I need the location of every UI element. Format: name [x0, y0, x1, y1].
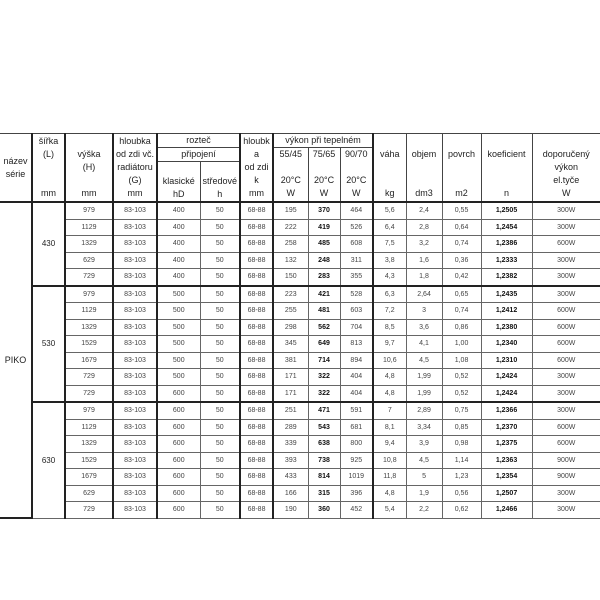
table-cell: 83-103 [113, 402, 157, 419]
table-cell: 1,2382 [481, 269, 532, 286]
table-cell: 528 [340, 286, 373, 303]
table-row [0, 469, 600, 486]
table-cell: 925 [340, 452, 373, 469]
table-row [0, 402, 600, 419]
table-cell: 500 [157, 319, 200, 336]
table-cell: 50 [200, 452, 240, 469]
table-cell: 600 [157, 436, 200, 453]
table-cell: 471 [308, 402, 340, 419]
table-cell: 4,1 [406, 336, 442, 353]
header-spacing-center: středové h [200, 162, 240, 203]
table-cell: 83-103 [113, 369, 157, 386]
table-cell: 0,55 [442, 202, 481, 219]
table-cell: 404 [340, 385, 373, 402]
table-cell: 289 [273, 419, 308, 436]
table-row [0, 385, 600, 402]
table-cell: 300W [532, 269, 600, 286]
table-cell: 1129 [65, 303, 113, 320]
table-cell: 50 [200, 319, 240, 336]
table-row [0, 236, 600, 253]
table-cell: 83-103 [113, 419, 157, 436]
table-cell: 400 [157, 236, 200, 253]
header-weight: váha kg [373, 134, 406, 203]
table-cell: 4,5 [406, 452, 442, 469]
table-cell: 485 [308, 236, 340, 253]
table-cell: 50 [200, 485, 240, 502]
table-cell: 355 [340, 269, 373, 286]
table-cell: 300W [532, 219, 600, 236]
table-cell: 300W [532, 202, 600, 219]
table-cell: 300W [532, 385, 600, 402]
table-cell: 83-103 [113, 452, 157, 469]
table-cell: 2,64 [406, 286, 442, 303]
series-name-cell: PIKO [0, 202, 32, 518]
table-cell: 1,2454 [481, 219, 532, 236]
table-cell: 600W [532, 336, 600, 353]
table-cell: 433 [273, 469, 308, 486]
table-cell: 2,4 [406, 202, 442, 219]
table-cell: 8,5 [373, 319, 406, 336]
table-cell: 813 [340, 336, 373, 353]
table-cell: 600W [532, 236, 600, 253]
table-cell: 603 [340, 303, 373, 320]
table-cell: 50 [200, 303, 240, 320]
table-cell: 1,00 [442, 336, 481, 353]
table-cell: 562 [308, 319, 340, 336]
table-cell: 50 [200, 336, 240, 353]
table-row [0, 369, 600, 386]
table-cell: 190 [273, 502, 308, 519]
table-cell: 1,6 [406, 252, 442, 269]
table-cell: 2,2 [406, 502, 442, 519]
table-cell: 1,2370 [481, 419, 532, 436]
table-cell: 360 [308, 502, 340, 519]
header-output-group: výkon při tepelném [273, 134, 373, 148]
table-cell: 629 [65, 252, 113, 269]
table-cell: 255 [273, 303, 308, 320]
header-width: šířka (L) mm [32, 134, 65, 203]
table-cell: 600W [532, 319, 600, 336]
table-cell: 68-88 [240, 419, 273, 436]
header-coefficient: koeficient n [481, 134, 532, 203]
table-cell: 0,52 [442, 369, 481, 386]
table-cell: 600W [532, 303, 600, 320]
header-recommended-output: doporučený výkon el.tyče W [532, 134, 600, 203]
table-cell: 452 [340, 502, 373, 519]
header-spacing-group: rozteč [157, 134, 240, 148]
table-cell: 1,23 [442, 469, 481, 486]
table-cell: 300W [532, 252, 600, 269]
header-wall-depth: hloubk a od zdi k mm [240, 134, 273, 203]
table-cell: 1,2380 [481, 319, 532, 336]
table-cell: 68-88 [240, 336, 273, 353]
table-cell: 251 [273, 402, 308, 419]
table-cell: 600W [532, 436, 600, 453]
table-cell: 6,4 [373, 219, 406, 236]
table-cell: 2,8 [406, 219, 442, 236]
table-cell: 600 [157, 419, 200, 436]
table-cell: 979 [65, 286, 113, 303]
table-cell: 600 [157, 485, 200, 502]
table-cell: 900W [532, 469, 600, 486]
table-cell: 83-103 [113, 219, 157, 236]
table-cell: 83-103 [113, 485, 157, 502]
header-output-90-70: 90/70 20°C W [340, 148, 373, 203]
table-cell: 339 [273, 436, 308, 453]
table-cell: 300W [532, 502, 600, 519]
table-cell: 83-103 [113, 436, 157, 453]
table-cell: 83-103 [113, 385, 157, 402]
table-cell: 11,8 [373, 469, 406, 486]
table-cell: 83-103 [113, 502, 157, 519]
table-cell: 1,2310 [481, 352, 532, 369]
table-cell: 600 [157, 502, 200, 519]
table-cell: 10,8 [373, 452, 406, 469]
table-cell: 0,52 [442, 385, 481, 402]
table-cell: 68-88 [240, 502, 273, 519]
table-cell: 0,42 [442, 269, 481, 286]
table-cell: 404 [340, 369, 373, 386]
table-cell: 300W [532, 402, 600, 419]
table-cell: 4,3 [373, 269, 406, 286]
table-cell: 704 [340, 319, 373, 336]
table-cell: 68-88 [240, 436, 273, 453]
table-cell: 83-103 [113, 286, 157, 303]
table-cell: 68-88 [240, 269, 273, 286]
table-cell: 68-88 [240, 303, 273, 320]
table-cell: 900W [532, 452, 600, 469]
width-group-cell: 530 [32, 286, 65, 403]
table-cell: 1019 [340, 469, 373, 486]
table-row [0, 202, 600, 219]
table-cell: 68-88 [240, 369, 273, 386]
table-cell: 50 [200, 385, 240, 402]
table-cell: 83-103 [113, 269, 157, 286]
table-cell: 68-88 [240, 352, 273, 369]
table-row [0, 452, 600, 469]
table-cell: 0,62 [442, 502, 481, 519]
table-cell: 1529 [65, 452, 113, 469]
table-cell: 83-103 [113, 336, 157, 353]
table-cell: 814 [308, 469, 340, 486]
table-row [0, 419, 600, 436]
table-cell: 1,2354 [481, 469, 532, 486]
table-cell: 1,2412 [481, 303, 532, 320]
table-cell: 3,9 [406, 436, 442, 453]
table-cell: 0,64 [442, 219, 481, 236]
table-cell: 381 [273, 352, 308, 369]
table-cell: 600 [157, 385, 200, 402]
table-cell: 1,2333 [481, 252, 532, 269]
table-cell: 298 [273, 319, 308, 336]
table-cell: 150 [273, 269, 308, 286]
table-cell: 5,4 [373, 502, 406, 519]
table-cell: 300W [532, 369, 600, 386]
table-cell: 6,3 [373, 286, 406, 303]
table-cell: 481 [308, 303, 340, 320]
table-cell: 1,2466 [481, 502, 532, 519]
table-cell: 800 [340, 436, 373, 453]
table-cell: 5,6 [373, 202, 406, 219]
header-spacing-subgroup: připojení [157, 148, 240, 162]
table-cell: 500 [157, 303, 200, 320]
table-cell: 4,8 [373, 369, 406, 386]
table-cell: 83-103 [113, 469, 157, 486]
table-cell: 400 [157, 269, 200, 286]
table-cell: 979 [65, 202, 113, 219]
table-row [0, 336, 600, 353]
table-cell: 68-88 [240, 236, 273, 253]
table-cell: 50 [200, 236, 240, 253]
table-cell: 400 [157, 202, 200, 219]
table-cell: 729 [65, 385, 113, 402]
table-row [0, 303, 600, 320]
table-row [0, 252, 600, 269]
header-output-75-65: 75/65 20°C W [308, 148, 340, 203]
table-cell: 894 [340, 352, 373, 369]
table-cell: 421 [308, 286, 340, 303]
table-cell: 1,2340 [481, 336, 532, 353]
table-cell: 7 [373, 402, 406, 419]
table-cell: 1,99 [406, 385, 442, 402]
table-cell: 1,2363 [481, 452, 532, 469]
table-cell: 393 [273, 452, 308, 469]
table-cell: 8,1 [373, 419, 406, 436]
table-cell: 3 [406, 303, 442, 320]
table-cell: 0,98 [442, 436, 481, 453]
width-group-cell: 430 [32, 202, 65, 286]
table-cell: 83-103 [113, 252, 157, 269]
table-cell: 729 [65, 269, 113, 286]
table-cell: 1,2505 [481, 202, 532, 219]
table-cell: 50 [200, 269, 240, 286]
table-cell: 638 [308, 436, 340, 453]
table-cell: 591 [340, 402, 373, 419]
table-cell: 600 [157, 469, 200, 486]
table-cell: 1,2507 [481, 485, 532, 502]
table-cell: 322 [308, 369, 340, 386]
table-cell: 400 [157, 252, 200, 269]
table-cell: 283 [308, 269, 340, 286]
table-cell: 7,5 [373, 236, 406, 253]
table-cell: 50 [200, 402, 240, 419]
table-cell: 223 [273, 286, 308, 303]
table-cell: 0,65 [442, 286, 481, 303]
table-cell: 68-88 [240, 469, 273, 486]
table-cell: 500 [157, 336, 200, 353]
table-cell: 1,2424 [481, 369, 532, 386]
table-cell: 500 [157, 369, 200, 386]
table-cell: 500 [157, 352, 200, 369]
table-cell: 68-88 [240, 485, 273, 502]
table-cell: 0,86 [442, 319, 481, 336]
table-cell: 1329 [65, 236, 113, 253]
table-cell: 1129 [65, 219, 113, 236]
table-cell: 83-103 [113, 303, 157, 320]
table-cell: 1,2424 [481, 385, 532, 402]
table-cell: 1,08 [442, 352, 481, 369]
table-row [0, 269, 600, 286]
width-group-cell: 630 [32, 402, 65, 518]
table-cell: 396 [340, 485, 373, 502]
table-cell: 322 [308, 385, 340, 402]
table-cell: 222 [273, 219, 308, 236]
header-volume: objem dm3 [406, 134, 442, 203]
table-cell: 0,75 [442, 402, 481, 419]
table-cell: 83-103 [113, 352, 157, 369]
table-cell: 50 [200, 286, 240, 303]
table-row [0, 352, 600, 369]
table-cell: 629 [65, 485, 113, 502]
table-cell: 419 [308, 219, 340, 236]
table-row [0, 502, 600, 519]
table-cell: 1,2366 [481, 402, 532, 419]
table-cell: 1329 [65, 436, 113, 453]
table-cell: 714 [308, 352, 340, 369]
table-cell: 526 [340, 219, 373, 236]
table-cell: 50 [200, 202, 240, 219]
table-cell: 315 [308, 485, 340, 502]
table-cell: 50 [200, 352, 240, 369]
table-cell: 68-88 [240, 319, 273, 336]
header-series-name: název série [0, 134, 32, 203]
table-cell: 10,6 [373, 352, 406, 369]
header-height: výška (H) mm [65, 134, 113, 203]
table-cell: 738 [308, 452, 340, 469]
table-cell: 68-88 [240, 402, 273, 419]
table-cell: 5 [406, 469, 442, 486]
table-body [0, 202, 600, 518]
table-cell: 1,8 [406, 269, 442, 286]
table-cell: 4,8 [373, 385, 406, 402]
header-surface: povrch m2 [442, 134, 481, 203]
table-cell: 300W [532, 286, 600, 303]
table-cell: 608 [340, 236, 373, 253]
table-row [0, 286, 600, 303]
table-cell: 300W [532, 485, 600, 502]
table-cell: 50 [200, 469, 240, 486]
table-cell: 68-88 [240, 452, 273, 469]
table-cell: 68-88 [240, 219, 273, 236]
table-row [0, 436, 600, 453]
table-cell: 195 [273, 202, 308, 219]
table-cell: 68-88 [240, 202, 273, 219]
table-cell: 3,8 [373, 252, 406, 269]
table-cell: 0,56 [442, 485, 481, 502]
table-cell: 50 [200, 252, 240, 269]
table-cell: 600W [532, 352, 600, 369]
table-cell: 258 [273, 236, 308, 253]
header-spacing-classic: klasické hD [157, 162, 200, 203]
table-cell: 600 [157, 452, 200, 469]
table-cell: 171 [273, 369, 308, 386]
table-row [0, 219, 600, 236]
table-cell: 979 [65, 402, 113, 419]
table-cell: 50 [200, 419, 240, 436]
table-cell: 729 [65, 369, 113, 386]
table-cell: 3,2 [406, 236, 442, 253]
table-cell: 68-88 [240, 252, 273, 269]
table-cell: 7,2 [373, 303, 406, 320]
table-cell: 1,14 [442, 452, 481, 469]
table-cell: 4,5 [406, 352, 442, 369]
table-cell: 1129 [65, 419, 113, 436]
table-cell: 1,2435 [481, 286, 532, 303]
table-cell: 3,34 [406, 419, 442, 436]
table-cell: 0,36 [442, 252, 481, 269]
table-cell: 1,9 [406, 485, 442, 502]
table-cell: 649 [308, 336, 340, 353]
table-cell: 600 [157, 402, 200, 419]
table-cell: 2,89 [406, 402, 442, 419]
table-cell: 9,4 [373, 436, 406, 453]
table-cell: 68-88 [240, 385, 273, 402]
table-cell: 1329 [65, 319, 113, 336]
table-cell: 0,85 [442, 419, 481, 436]
table-cell: 500 [157, 286, 200, 303]
table-row [0, 319, 600, 336]
table-cell: 1,99 [406, 369, 442, 386]
table-cell: 50 [200, 219, 240, 236]
table-cell: 171 [273, 385, 308, 402]
table-cell: 50 [200, 502, 240, 519]
table-cell: 166 [273, 485, 308, 502]
table-cell: 1,2375 [481, 436, 532, 453]
table-cell: 543 [308, 419, 340, 436]
table-row [0, 485, 600, 502]
table-header [0, 134, 600, 203]
table-cell: 9,7 [373, 336, 406, 353]
table-cell: 1679 [65, 469, 113, 486]
table-cell: 4,8 [373, 485, 406, 502]
header-depth: hloubka od zdi vč. radiátoru (G) mm [113, 134, 157, 203]
table-cell: 83-103 [113, 236, 157, 253]
table-cell: 464 [340, 202, 373, 219]
table-cell: 83-103 [113, 319, 157, 336]
header-output-55-45: 55/45 20°C W [273, 148, 308, 203]
table-cell: 600W [532, 419, 600, 436]
table-cell: 1,2386 [481, 236, 532, 253]
table-cell: 50 [200, 436, 240, 453]
table-cell: 248 [308, 252, 340, 269]
table-cell: 1529 [65, 336, 113, 353]
table-cell: 681 [340, 419, 373, 436]
table-cell: 370 [308, 202, 340, 219]
table-cell: 132 [273, 252, 308, 269]
table-cell: 68-88 [240, 286, 273, 303]
radiator-spec-table [0, 133, 600, 519]
table-cell: 1679 [65, 352, 113, 369]
table-cell: 0,74 [442, 236, 481, 253]
table-cell: 50 [200, 369, 240, 386]
table-cell: 400 [157, 219, 200, 236]
table-cell: 345 [273, 336, 308, 353]
table-cell: 3,6 [406, 319, 442, 336]
table-cell: 0,74 [442, 303, 481, 320]
table-cell: 729 [65, 502, 113, 519]
table-cell: 83-103 [113, 202, 157, 219]
table-cell: 311 [340, 252, 373, 269]
